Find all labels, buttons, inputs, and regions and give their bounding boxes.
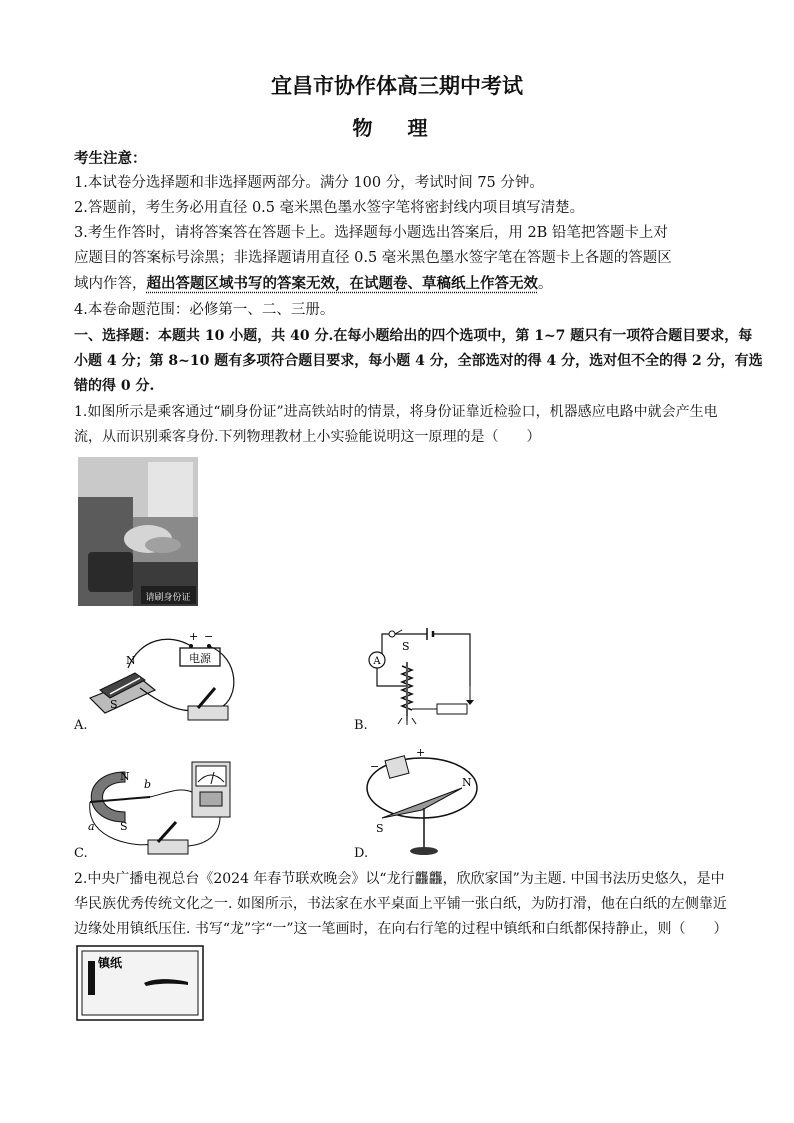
section-1-line-3: 错的得 0 分. <box>74 378 155 394</box>
pole-s-label: S <box>110 698 118 711</box>
label-a: a <box>88 820 95 833</box>
notice-item-3-line-3 <box>74 271 724 297</box>
label-b: b <box>144 778 152 791</box>
q2-line-1: 2.中央广播电视总台《2024 年春节联欢晚会》以“龙行龘龘，欣欣家国”为主题. 中国书法历史悠久，是中 <box>74 871 725 887</box>
section-1-line-1: 一、选择题：本题共 10 小题，共 40 分.在每小题给出的四个选项中，第 1~7 题只有一项符合题目要求，每 <box>74 328 753 344</box>
q2-line-2: 华民族优秀传统文化之一. 如图所示，书法家在水平桌面上平铺一张白纸，为防打滑，他在白纸的左侧靠近 <box>74 896 727 912</box>
option-d-figure <box>362 748 482 863</box>
notice-emphasis: 超出答题区域书写的答案无效，在试题卷、草稿纸上作答无效 <box>146 275 538 292</box>
paperweight-label: 镇纸 <box>98 956 123 970</box>
option-b-label: B. <box>354 718 368 733</box>
q1-line-1: 1.如图所示是乘客通过“刷身份证”进高铁站时的情景，将身份证靠近检验口，机器感应电路中就会产生电 <box>74 404 718 420</box>
section-1-line-2: 小题 4 分；第 8~10 题有多项符合题目要求，每小题 4 分，全部选对的得 4 分，选对但不全的得 2 分，有选 <box>74 353 763 369</box>
q2-figure <box>76 945 204 1021</box>
ammeter-label: A <box>373 656 381 667</box>
pole-s-c-label: S <box>120 820 128 833</box>
plus-label: + <box>189 630 199 643</box>
notice-item-2: 2.答题前，考生务必用直径 0.5 毫米黑色墨水签字笔将密封线内项目填写清楚。 <box>74 200 585 216</box>
battery-minus-label: − <box>370 760 380 773</box>
notice-item-4: 4.本卷命题范围：必修第一、二、三册。 <box>74 302 335 318</box>
switch-s-label: S <box>402 640 410 653</box>
pole-n-c-label: N <box>120 770 130 783</box>
battery-plus-label: + <box>416 748 426 759</box>
option-d-label: D. <box>354 846 369 861</box>
q1-photo <box>78 457 198 606</box>
subject-title: 物 理 <box>352 116 442 140</box>
photo-caption: 请刷身份证 <box>145 593 191 603</box>
notice-item-3-line-3-start: 域内作答， <box>74 276 147 292</box>
notice-item-3-line-1: 3.考生作答时，请将答案答在答题卡上。选择题每小题选出答案后，用 2B 铅笔把答题卡上对 <box>74 225 668 241</box>
option-a-label: A. <box>74 718 88 733</box>
notice-heading: 考生注意： <box>74 150 147 167</box>
option-a-figure <box>80 628 240 728</box>
notice-item-3-end: 。 <box>538 276 553 292</box>
option-c-figure <box>80 752 240 862</box>
notice-item-3-line-2: 应题目的答案标号涂黑；非选择题请用直径 0.5 毫米黑色墨水签字笔在答题卡上各题的答题区 <box>74 250 672 266</box>
q2-line-3: 边缘处用镇纸压住. 书写“龙”字“一”这一笔画时，在向右行笔的过程中镇纸和白纸都保持静止，则（ ） <box>74 921 728 937</box>
option-b-figure <box>362 626 482 731</box>
paperweight <box>88 961 95 995</box>
exam-title: 宜昌市协作体高三期中考试 <box>271 73 523 98</box>
needle-s-label: S <box>376 822 384 835</box>
needle-n-label: N <box>462 776 472 789</box>
pole-n-label: N <box>126 654 136 667</box>
minus-label: − <box>204 630 214 643</box>
option-c-label: C. <box>74 846 88 861</box>
q1-line-2: 流，从而识别乘客身份.下列物理教材上小实验能说明这一原理的是（ ） <box>74 429 541 445</box>
power-source-label: 电源 <box>189 652 211 665</box>
notice-item-1: 1.本试卷分选择题和非选择题两部分。满分 100 分，考试时间 75 分钟。 <box>74 175 544 191</box>
